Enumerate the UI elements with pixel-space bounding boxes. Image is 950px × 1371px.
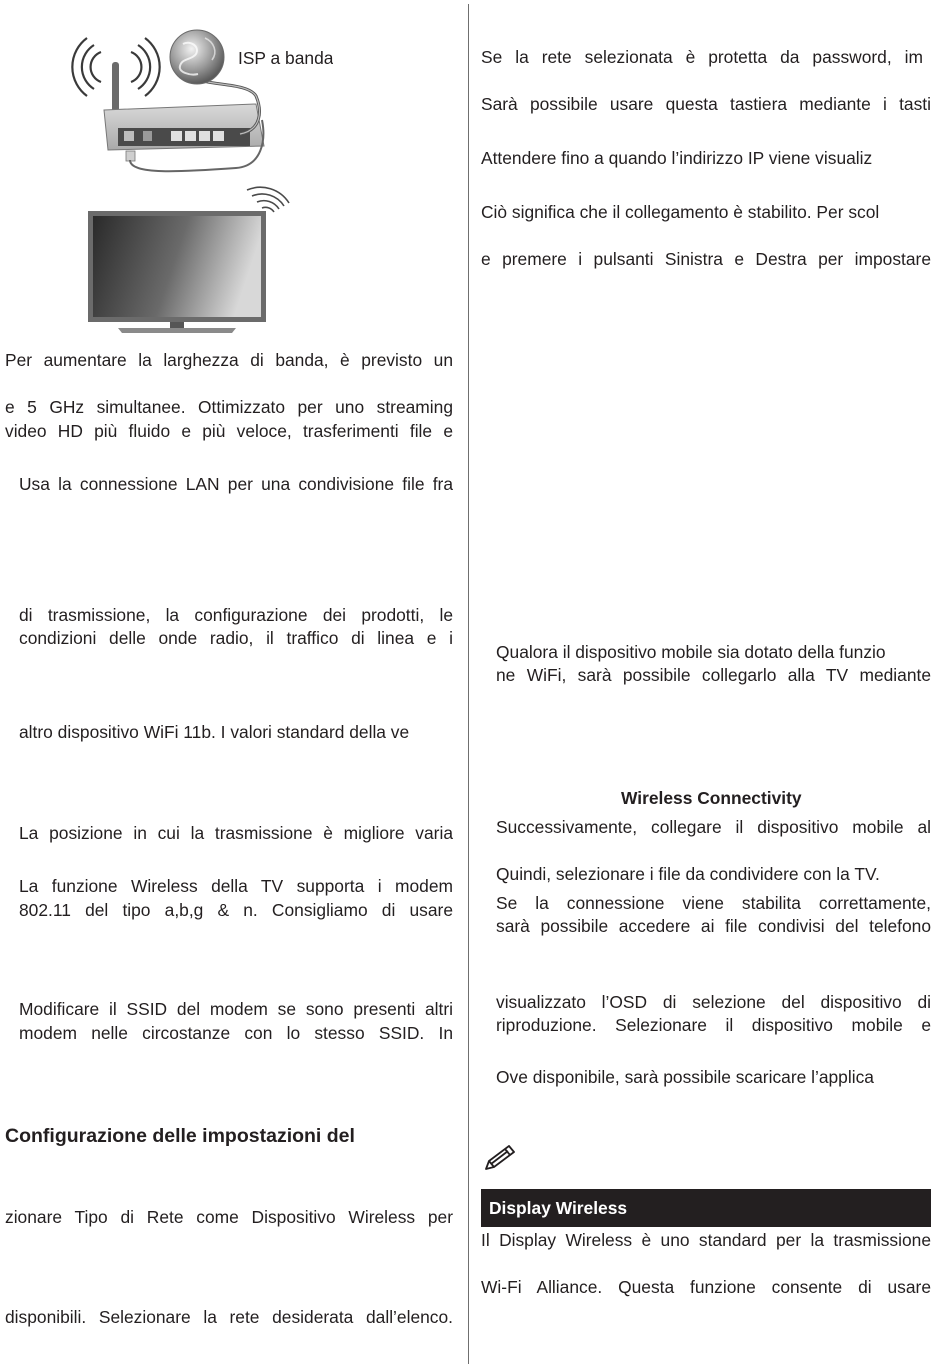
- right-line-8: Successivamente, collegare il dispositivo mobile al: [496, 817, 931, 837]
- right-line-2: Sarà possibile usare questa tastiera mediante i tasti: [481, 94, 931, 114]
- right-line-3: Attendere fino a quando l’indirizzo IP viene visualiz: [481, 148, 873, 168]
- right-line-6: Qualora il dispositivo mobile sia dotato della funzio: [496, 642, 886, 662]
- right-line-12: visualizzato l’OSD di selezione del dispositivo di: [496, 992, 931, 1012]
- left-line-11: Modificare il SSID del modem se sono presenti altri: [19, 999, 453, 1019]
- wireless-connectivity-heading: Wireless Connectivity: [621, 788, 802, 808]
- right-line-11: sarà possibile accedere ai file condivisi del telefono: [496, 916, 931, 936]
- right-line-15: Il Display Wireless è uno standard per la trasmissione: [481, 1230, 931, 1250]
- banner-title: Display Wireless: [489, 1198, 628, 1218]
- left-line-8: La posizione in cui la trasmissione è migliore varia: [19, 823, 453, 843]
- left-line-13: zionare Tipo di Rete come Dispositivo Wireless per: [5, 1207, 453, 1227]
- section-heading: Configurazione delle impostazioni del: [5, 1125, 355, 1147]
- right-line-1: Se la rete selezionata è protetta da password, im: [481, 47, 923, 67]
- left-line-5: di trasmissione, la configurazione dei prodotti, le: [19, 605, 453, 625]
- left-line-2: e 5 GHz simultanee. Ottimizzato per uno streaming: [5, 397, 453, 417]
- left-line-12: modem nelle circostanze con lo stesso SSID. In: [19, 1023, 453, 1043]
- left-line-9: La funzione Wireless della TV supporta i modem: [19, 876, 453, 896]
- tv-icon: [88, 211, 266, 333]
- right-line-5: e premere i pulsanti Sinistra e Destra per impostare: [481, 249, 931, 269]
- right-line-14: Ove disponibile, sarà possibile scaricare l’applica: [496, 1067, 874, 1087]
- right-line-7: ne WiFi, sarà possibile collegarlo alla TV mediante: [496, 665, 931, 685]
- right-line-4: Ciò significa che il collegamento è stabilito. Per scol: [481, 202, 880, 222]
- right-line-16: Wi-Fi Alliance. Questa funzione consente di usare: [481, 1277, 931, 1297]
- left-line-4: Usa la connessione LAN per una condivisione file fra: [19, 474, 453, 494]
- left-line-10: 802.11 del tipo a,b,g & n. Consigliamo di usare: [19, 900, 453, 920]
- right-line-13: riproduzione. Selezionare il dispositivo mobile e: [496, 1015, 931, 1035]
- pencil-icon: [483, 1143, 517, 1173]
- right-line-9: Quindi, selezionare i file da condividere con la TV.: [496, 864, 880, 884]
- left-line-1: Per aumentare la larghezza di banda, è previsto un: [5, 350, 453, 370]
- globe-icon: [170, 30, 224, 84]
- tv-wifi-signal-icon: [247, 187, 289, 212]
- column-divider: [468, 4, 469, 1364]
- right-line-10: Se la connessione viene stabilita correttamente,: [496, 893, 931, 913]
- isp-label: ISP a banda: [238, 48, 334, 68]
- left-line-14: disponibili. Selezionare la rete desiderata dall’elenco.: [5, 1307, 453, 1327]
- left-line-6: condizioni delle onde radio, il traffico di linea e i: [19, 628, 453, 648]
- left-line-3: video HD più fluido e più veloce, trasferimenti file e: [5, 421, 453, 441]
- network-illustration: [0, 0, 460, 340]
- display-wireless-banner: [481, 1189, 931, 1227]
- left-line-7: altro dispositivo WiFi 11b. I valori standard della ve: [19, 722, 410, 742]
